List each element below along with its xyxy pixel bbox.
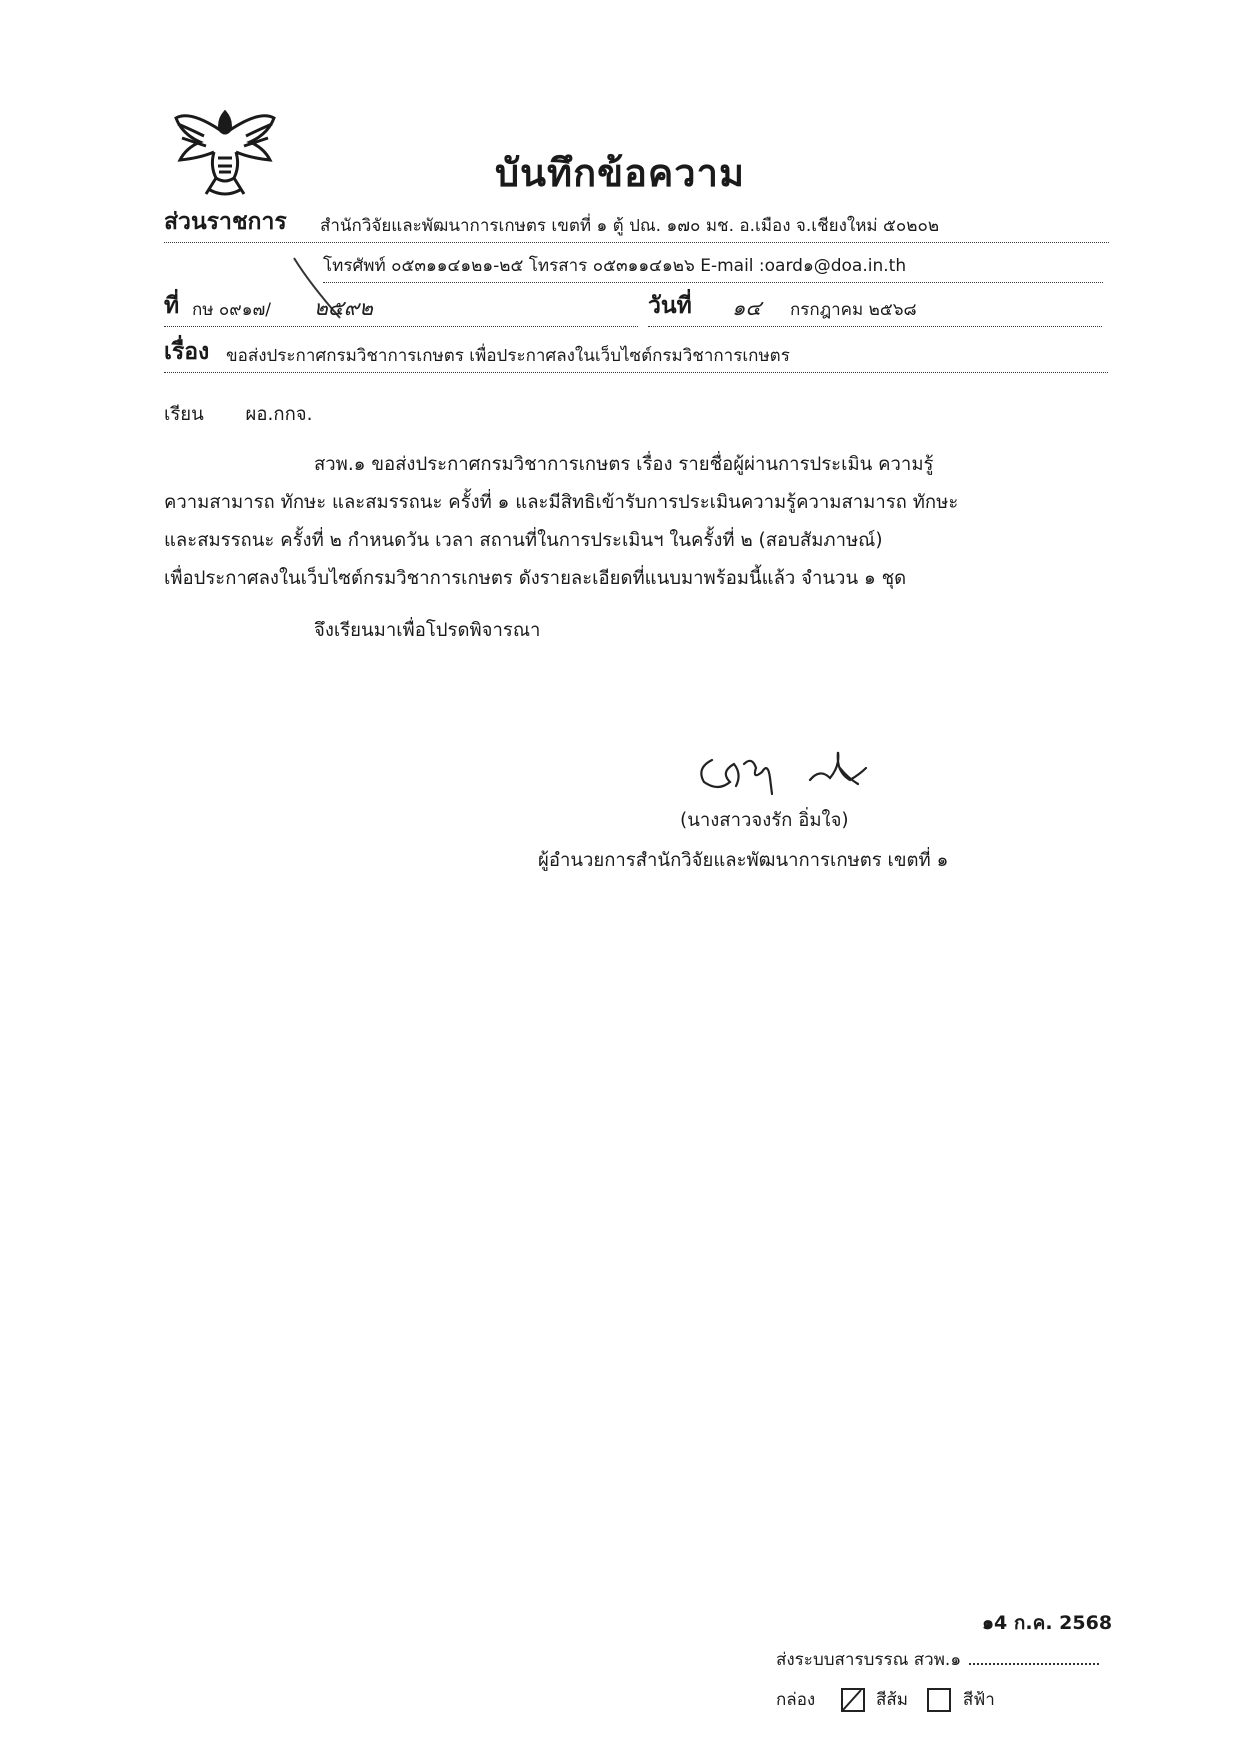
subject-value: ขอส่งประกาศกรมวิชาการเกษตร เพื่อประกาศลงในเว็บไซต์กรมวิชาการเกษตร: [226, 346, 790, 366]
date-month-year: กรกฎาคม ๒๕๖๘: [790, 300, 917, 320]
option-orange-label: สีส้ม: [876, 1690, 909, 1710]
contact-value: โทรศัพท์ ๐๕๓๑๑๔๑๒๑-๒๕ โทรสาร ๐๕๓๑๑๔๑๒๖ E-mail :oard๑@doa.in.th: [323, 256, 907, 276]
agency-row: [164, 210, 1109, 243]
signature: [690, 738, 890, 798]
checkbox-blue[interactable]: [927, 1688, 951, 1712]
signer-name: (นางสาวจงรัก อิ่มใจ): [680, 810, 849, 831]
subject-label: เรื่อง: [164, 339, 210, 365]
checkbox-orange[interactable]: [841, 1688, 865, 1712]
receipt-stamp-date: ๑4 ก.ค. 2568: [982, 1612, 1113, 1634]
ref-row: [164, 294, 638, 327]
agency-value: สำนักวิจัยและพัฒนาการเกษตร เขตที่ ๑ ตู้ ปณ. ๑๗๐ มช. อ.เมือง จ.เชียงใหม่ ๕๐๒๐๒: [320, 216, 940, 236]
closing-line: จึงเรียนมาเพื่อโปรดพิจารณา: [314, 620, 541, 641]
body-line-3: และสมรรถนะ ครั้งที่ ๒ กำหนดวัน เวลา สถานที่ในการประเมินฯ ในครั้งที่ ๒ (สอบสัมภาษณ์): [164, 530, 883, 551]
body-line-4: เพื่อประกาศลงในเว็บไซต์กรมวิชาการเกษตร ดังรายละเอียดที่แนบมาพร้อมนี้แล้ว จำนวน ๑ ชุด: [164, 568, 907, 589]
date-day-handwritten: ๑๔: [732, 296, 762, 320]
subject-row: [164, 340, 1108, 373]
ref-prefix: กษ ๐๙๑๗/: [192, 300, 272, 320]
date-label: วันที่: [648, 293, 692, 319]
contact-row: [323, 254, 1103, 283]
receipt-routing-dots: [969, 1663, 1099, 1665]
agency-label: ส่วนราชการ: [164, 209, 287, 235]
signer-position: ผู้อำนวยการสำนักวิจัยและพัฒนาการเกษตร เขตที่ ๑: [538, 850, 949, 871]
salutation: [164, 396, 313, 433]
body-line-2: ความสามารถ ทักษะ และสมรรถนะ ครั้งที่ ๑ และมีสิทธิเข้ารับการประเมินความรู้ความสามารถ ทักษะ: [164, 492, 959, 513]
salutation-label: เรียน: [164, 404, 204, 425]
date-row: [648, 294, 1102, 327]
salutation-value: ผอ.กกจ.: [245, 404, 313, 425]
check-mark-icon: [841, 1688, 865, 1712]
box-label: กล่อง: [776, 1690, 816, 1710]
receipt-routing-row: [776, 1646, 1136, 1673]
memo-title: บันทึกข้อความ: [494, 151, 746, 195]
receipt-box-row: [776, 1686, 995, 1713]
body-line-1: สวพ.๑ ขอส่งประกาศกรมวิชาการเกษตร เรื่อง รายชื่อผู้ผ่านการประเมิน ความรู้: [314, 454, 934, 475]
ref-label: ที่: [164, 293, 180, 319]
option-blue-label: สีฟ้า: [962, 1690, 995, 1710]
receipt-routing: ส่งระบบสารบรรณ สวพ.๑: [776, 1650, 962, 1670]
ref-number-handwritten: ๒๕๙๒: [314, 296, 373, 320]
